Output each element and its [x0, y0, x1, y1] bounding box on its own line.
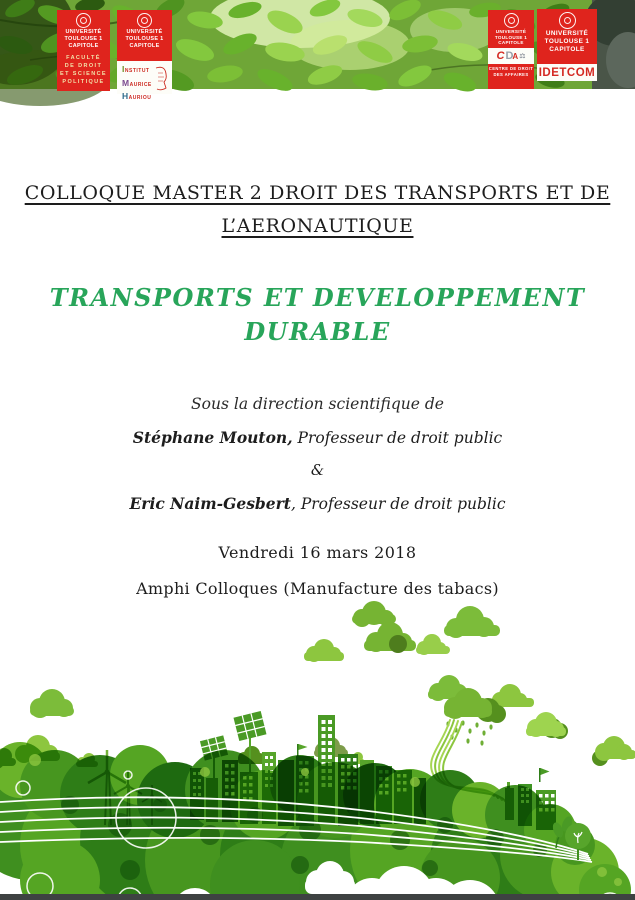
- idetcom-wordmark: IDETCOM: [538, 66, 596, 79]
- center-name: CENTRE DE DROIT DES AFFAIRES: [488, 66, 534, 78]
- cda-letter-d: D: [505, 50, 514, 62]
- director-2: [0, 494, 635, 513]
- university-seal-icon: [137, 13, 152, 28]
- faculty-name: FACULTÉ DE DROIT ET SCIENCE POLITIQUE: [60, 54, 108, 86]
- flag-icon: [539, 768, 550, 782]
- cda-letter-a: A: [512, 51, 519, 61]
- university-name: UNIVERSITÉ TOULOUSE 1 CAPITOLE: [544, 30, 590, 53]
- green-clouds: [0, 601, 635, 769]
- university-name: UNIVERSITÉ TOULOUSE 1 CAPITOLE: [64, 29, 103, 49]
- director-2-role: , Professeur de droit public: [290, 495, 506, 513]
- event-title: COLLOQUE MASTER 2 DROIT DES TRANSPORTS ET DE L’AERONAUTIQUE: [24, 182, 611, 237]
- banner: [0, 0, 635, 102]
- director-1: [0, 428, 635, 447]
- university-seal-icon: [504, 13, 519, 28]
- hauriou-portrait-icon: [152, 65, 170, 91]
- eco-city-illustration: [0, 610, 635, 900]
- logo-centre-droit-affaires: [488, 10, 534, 89]
- logo-institut-maurice-hauriou: UNIVERSITÉ TOULOUSE 1 CAPITOLE INSTITUT MAURICE HAURIOU: [117, 10, 172, 94]
- ampersand: &: [310, 461, 325, 479]
- director-2-name: Eric Naim-Gesbert: [129, 494, 291, 513]
- university-name: UNIVERSITÉ TOULOUSE 1 CAPITOLE: [494, 29, 528, 46]
- event-venue: Amphi Colloques (Manufacture des tabacs): [136, 579, 499, 598]
- university-seal-icon: [559, 12, 576, 29]
- conference-title: TRANSPORTS ET DEVELOPPEMENT DURABLE: [49, 283, 586, 346]
- logo-utc-faculte-droit: [57, 10, 110, 91]
- director-1-name: Stéphane Mouton,: [132, 428, 293, 447]
- logo-idetcom: [537, 9, 597, 81]
- event-date: Vendredi 16 mars 2018: [218, 543, 417, 562]
- university-seal-icon: [76, 13, 91, 28]
- cda-letter-c: C: [496, 50, 505, 62]
- university-name: UNIVERSITÉ TOULOUSE 1 CAPITOLE: [125, 29, 164, 49]
- scale-icon: ⚖: [519, 53, 526, 60]
- footer-bar: [0, 894, 635, 900]
- flag-icon: [297, 744, 308, 756]
- scientific-direction-intro: Sous la direction scientifique de: [191, 395, 444, 413]
- director-1-role: Professeur de droit public: [292, 429, 503, 447]
